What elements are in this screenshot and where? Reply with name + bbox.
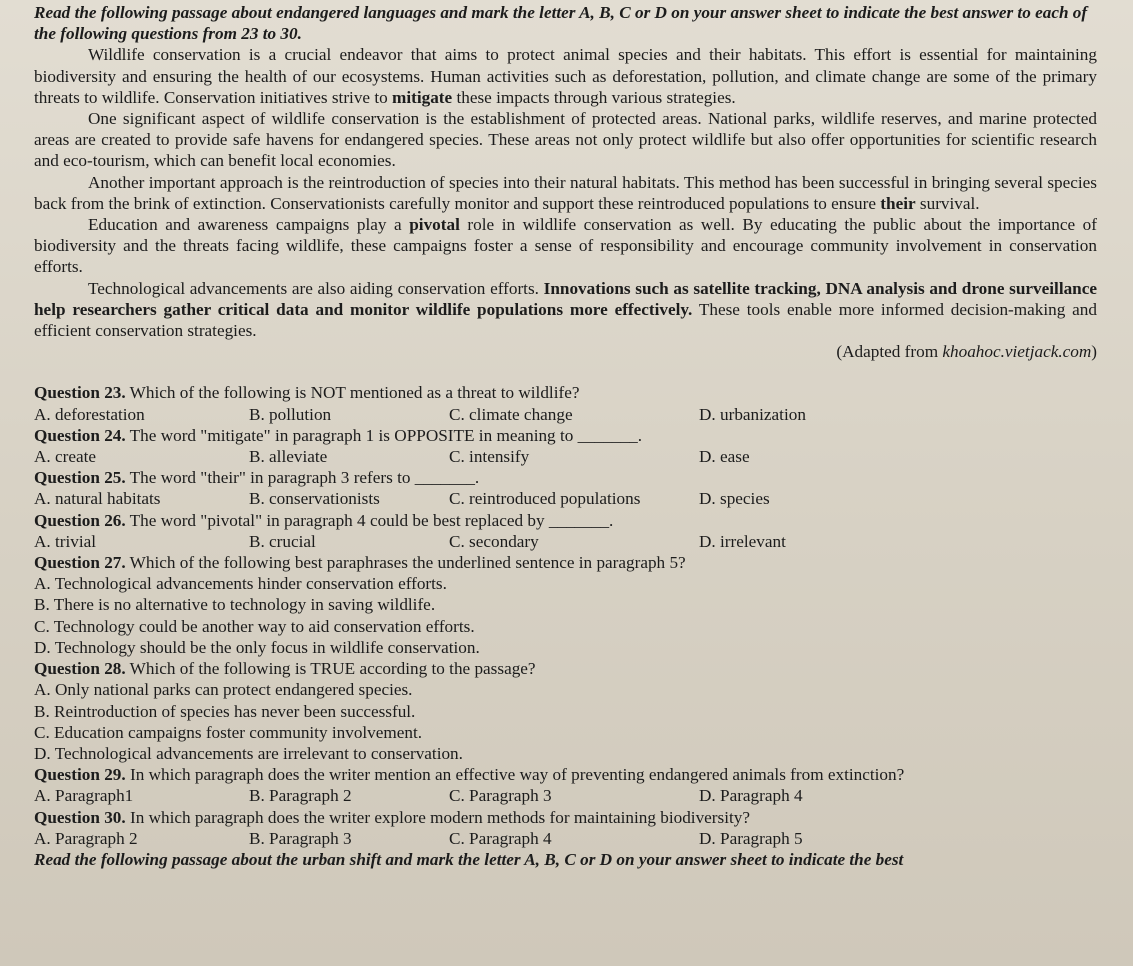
question-29: [34, 764, 1097, 806]
question-stem: Which of the following is NOT mentioned as a threat to wildlife?: [125, 383, 580, 403]
option-b[interactable]: B. Paragraph 3: [249, 828, 352, 848]
option-c[interactable]: C. Paragraph 3: [449, 786, 552, 806]
options-row: [34, 446, 1097, 467]
option-c[interactable]: C. secondary: [449, 531, 539, 551]
paragraph-1: Wildlife conservation is a crucial endeavor that aims to protect animal species and their habitats. This effort is essential for maintaining biodiversity and ensuring the health of our ecosystems. Human activities such as deforestation, pollution, and climate change are some of the primary threats to wildlife. Conservation initiatives strive to mitigate these impacts through various strategies.: [34, 45, 1097, 107]
option-d[interactable]: D. Paragraph 5: [699, 828, 803, 848]
question-label: Question 23.: [34, 383, 126, 403]
option-a[interactable]: A. natural habitats: [34, 489, 161, 509]
question-label: Question 29.: [34, 765, 126, 785]
option-b[interactable]: B. Paragraph 2: [249, 786, 352, 806]
option-c[interactable]: C. Education campaigns foster community involvement.: [34, 722, 423, 742]
option-c[interactable]: C. Technology could be another way to aid conservation efforts.: [34, 616, 475, 636]
question-label: Question 25.: [34, 468, 126, 488]
question-label: Question 30.: [34, 807, 126, 827]
option-b[interactable]: B. conservationists: [249, 489, 380, 509]
option-b[interactable]: B. alleviate: [249, 447, 328, 467]
option-d[interactable]: D. urbanization: [699, 404, 806, 424]
question-24: [34, 425, 1097, 467]
paragraph-5: Technological advancements are also aiding conservation efforts. Innovations such as satellite tracking, DNA analysis and drone surveillance help researchers gather critical data and monitor wildlife populations more effectively. These tools enable more informed decision-making and efficient conservation strategies.: [34, 278, 1098, 341]
option-c[interactable]: C. climate change: [449, 404, 573, 424]
options-row: [34, 785, 1097, 806]
question-26: [34, 510, 1097, 552]
question-25: [34, 467, 1097, 509]
option-a[interactable]: A. Technological advancements hinder conservation efforts.: [34, 574, 447, 594]
question-stem: In which paragraph does the writer explore modern methods for maintaining biodiversity?: [125, 807, 750, 827]
question-label: Question 28.: [34, 659, 126, 679]
option-a[interactable]: A. deforestation: [34, 404, 145, 424]
question-28: [34, 658, 1097, 764]
options-row: [34, 531, 1097, 552]
question-stem: Which of the following best paraphrases the underlined sentence in paragraph 5?: [125, 553, 686, 573]
option-d[interactable]: D. Paragraph 4: [699, 786, 803, 806]
paragraph-3: Another important approach is the reintroduction of species into their natural habitats. This method has been successful in bringing several species back from the brink of extinction. Conservationists carefully monitor and support these reintroduced populations to ensure their survival.: [34, 172, 1097, 213]
question-stem: The word "pivotal" in paragraph 4 could be best replaced by _______.: [125, 510, 614, 530]
passage-source: (Adapted from khoahoc.vietjack.com): [836, 342, 1097, 362]
option-b[interactable]: B. crucial: [249, 531, 316, 551]
question-23: [34, 382, 1097, 424]
option-b[interactable]: B. Reintroduction of species has never been successful.: [34, 701, 416, 721]
option-b[interactable]: B. There is no alternative to technology in saving wildlife.: [34, 595, 436, 615]
keyword-pivotal: pivotal: [409, 215, 460, 235]
question-stem: The word "mitigate" in paragraph 1 is OPPOSITE in meaning to _______.: [125, 425, 643, 445]
keyword-mitigate: mitigate: [392, 87, 453, 107]
option-a[interactable]: A. Paragraph 2: [34, 828, 138, 848]
question-stem: In which paragraph does the writer mention an effective way of preventing endangered animals from extinction?: [125, 765, 905, 785]
options-row: [34, 404, 1097, 425]
question-label: Question 26.: [34, 510, 126, 530]
option-c[interactable]: C. Paragraph 4: [449, 828, 552, 848]
option-c[interactable]: C. reintroduced populations: [449, 489, 641, 509]
options-row: [34, 828, 1097, 849]
keyword-their: their: [880, 193, 916, 213]
question-label: Question 27.: [34, 553, 126, 573]
question-27: [34, 552, 1097, 658]
question-30: [34, 807, 1097, 849]
option-d[interactable]: D. ease: [699, 447, 750, 467]
option-d[interactable]: D. irrelevant: [699, 531, 786, 551]
option-a[interactable]: A. create: [34, 447, 97, 467]
options-row: [34, 488, 1097, 509]
paragraph-2: One significant aspect of wildlife conservation is the establishment of protected areas. National parks, wildlife reserves, and marine protected areas are created to provide safe havens for endangered species. These areas not only protect wildlife but also offer opportunities for scientific research and eco-tourism, which can benefit local economies.: [34, 109, 1097, 171]
question-stem: The word "their" in paragraph 3 refers to _______.: [125, 468, 480, 488]
reading-passage: [34, 44, 1097, 362]
question-stem: Which of the following is TRUE according to the passage?: [125, 659, 536, 679]
option-d[interactable]: D. Technological advancements are irrelevant to conservation.: [34, 743, 463, 763]
highlighted-sentence: Innovations such as satellite tracking, DNA analysis and drone surveillance help researchers gather critical data and monitor wildlife populations more effectively.: [34, 278, 1098, 319]
option-c[interactable]: C. intensify: [449, 447, 530, 467]
option-d[interactable]: D. Technology should be the only focus in wildlife conservation.: [34, 637, 480, 657]
option-d[interactable]: D. species: [699, 489, 770, 509]
option-a[interactable]: A. Only national parks can protect endangered species.: [34, 680, 413, 700]
next-section-instructions: Read the following passage about the urban shift and mark the letter A, B, C or D on your answer sheet to indicate the best: [34, 849, 904, 869]
paragraph-4: Education and awareness campaigns play a pivotal role in wildlife conservation as well. By educating the public about the importance of biodiversity and the threats facing wildlife, these campaigns foster a sense of responsibility and encourage community involvement in conservation efforts.: [34, 215, 1097, 277]
option-b[interactable]: B. pollution: [249, 404, 332, 424]
question-label: Question 24.: [34, 425, 126, 445]
option-a[interactable]: A. trivial: [34, 531, 97, 551]
option-a[interactable]: A. Paragraph1: [34, 786, 134, 806]
section-instructions: Read the following passage about endangered languages and mark the letter A, B, C or D on your answer sheet to indicate the best answer to each of the following questions from 23 to 30.: [34, 3, 1088, 44]
